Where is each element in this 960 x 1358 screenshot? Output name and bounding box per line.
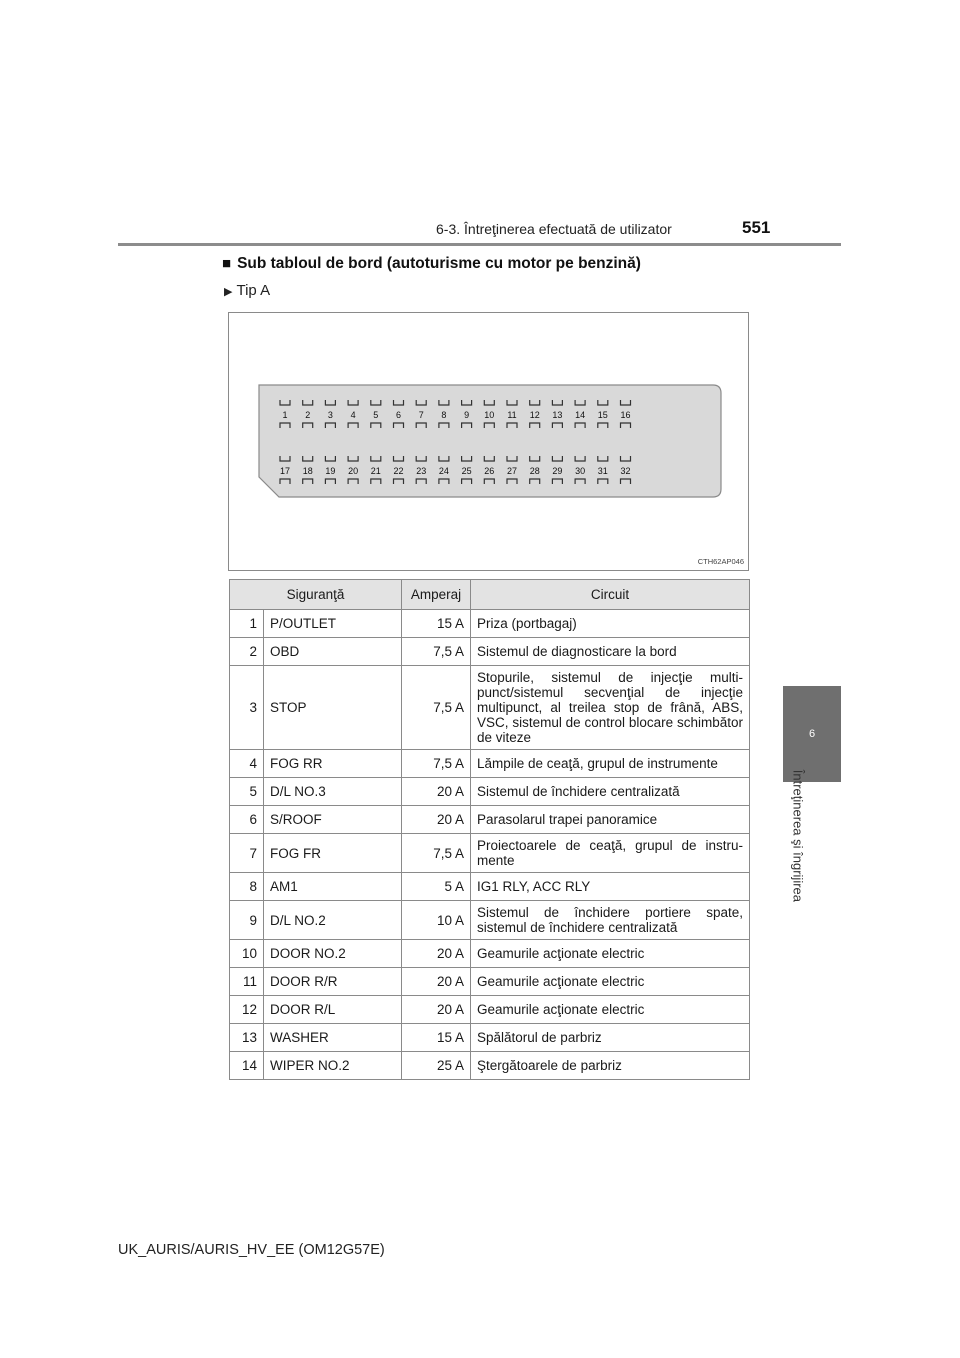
page-number: 551 [742, 218, 771, 237]
fuse-label: 22 [393, 466, 404, 476]
fuse-number: 12 [230, 996, 264, 1024]
fuse-label: 23 [416, 466, 427, 476]
table-row [230, 940, 750, 968]
fuse-table [229, 579, 750, 1080]
fuse-amperage: 7,5 A [402, 834, 471, 873]
fuse-number: 14 [230, 1052, 264, 1080]
fuse-number: 2 [230, 638, 264, 666]
fuse-name: DOOR NO.2 [264, 940, 402, 968]
table-row [230, 666, 750, 750]
fuse-amperage: 15 A [402, 610, 471, 638]
table-row [230, 750, 750, 778]
fuse-label: 8 [441, 410, 447, 420]
fuse-number: 6 [230, 806, 264, 834]
fuse-box-diagram [229, 313, 750, 572]
fuse-name: WASHER [264, 1024, 402, 1052]
fuse-name: FOG RR [264, 750, 402, 778]
fuse-amperage: 10 A [402, 901, 471, 940]
fuse-number: 7 [230, 834, 264, 873]
fuse-number: 13 [230, 1024, 264, 1052]
fuse-label: 14 [575, 410, 586, 420]
fuse-label: 18 [302, 466, 313, 476]
fuse-label: 29 [552, 466, 563, 476]
fuse-amperage: 20 A [402, 940, 471, 968]
fuse-label: 5 [373, 410, 379, 420]
fuse-label: 31 [597, 466, 608, 476]
fuse-circuit: Spălătorul de parbriz [471, 1024, 750, 1052]
triangle-bullet-icon: ▶ [224, 286, 233, 298]
fuse-label: 11 [507, 410, 517, 420]
fuse-name: DOOR R/L [264, 996, 402, 1024]
fuse-label: 25 [461, 466, 472, 476]
running-header-section: 6-3. Întreţinerea efectuată de utilizator [436, 221, 672, 237]
fuse-name: D/L NO.3 [264, 778, 402, 806]
fuse-label: 20 [348, 466, 359, 476]
fuse-amperage: 20 A [402, 778, 471, 806]
fuse-label: 9 [464, 410, 470, 420]
square-bullet-icon: ■ [222, 255, 232, 272]
fuse-label: 28 [529, 466, 540, 476]
fuse-label: 27 [506, 466, 518, 476]
fuse-amperage: 7,5 A [402, 638, 471, 666]
subsection-heading-text: Tip A [236, 282, 271, 299]
figure-code: CTH62AP046 [697, 557, 744, 566]
fuse-circuit: Parasolarul trapei panoramice [471, 806, 750, 834]
fuse-circuit: Proiectoarele de ceaţă, grupul de instru-mente [471, 834, 750, 873]
fuse-number: 4 [230, 750, 264, 778]
fuse-circuit: Geamurile acţionate electric [471, 940, 750, 968]
fuse-number: 8 [230, 873, 264, 901]
fuse-label: 30 [575, 466, 586, 476]
fuse-amperage: 25 A [402, 1052, 471, 1080]
fuse-name: AM1 [264, 873, 402, 901]
header-fuse: Siguranţă [230, 580, 402, 610]
fuse-amperage: 20 A [402, 806, 471, 834]
subsection-heading [224, 282, 270, 299]
fuse-label: 1 [282, 410, 288, 420]
fuse-number: 3 [230, 666, 264, 750]
fuse-number: 5 [230, 778, 264, 806]
fuse-amperage: 7,5 A [402, 666, 471, 750]
fuse-label: 17 [279, 466, 291, 476]
table-row [230, 834, 750, 873]
header-amperage: Amperaj [402, 580, 471, 610]
fuse-number: 9 [230, 901, 264, 940]
fuse-name: OBD [264, 638, 402, 666]
fuse-circuit: Lămpile de ceaţă, grupul de instrumente [471, 750, 750, 778]
fuse-circuit: Ştergătoarele de parbriz [471, 1052, 750, 1080]
fuse-label: 6 [395, 410, 402, 420]
document-footer: UK_AURIS/AURIS_HV_EE (OM12G57E) [118, 1242, 385, 1258]
fuse-label: 26 [484, 466, 495, 476]
fuse-name: DOOR R/R [264, 968, 402, 996]
table-row [230, 806, 750, 834]
fuse-circuit: Geamurile acţionate electric [471, 996, 750, 1024]
table-row [230, 638, 750, 666]
chapter-tab[interactable] [783, 686, 841, 782]
fuse-name: WIPER NO.2 [264, 1052, 402, 1080]
table-row [230, 610, 750, 638]
table-row [230, 873, 750, 901]
fuse-label: 10 [484, 410, 495, 420]
fuse-circuit: Sistemul de diagnosticare la bord [471, 638, 750, 666]
table-row [230, 968, 750, 996]
fuse-name: S/ROOF [264, 806, 402, 834]
fuse-name: P/OUTLET [264, 610, 402, 638]
fuse-amperage: 7,5 A [402, 750, 471, 778]
fuse-label: 4 [350, 410, 356, 420]
fuse-label: 19 [325, 466, 336, 476]
fuse-amperage: 15 A [402, 1024, 471, 1052]
fuse-amperage: 5 A [402, 873, 471, 901]
fuse-amperage: 20 A [402, 968, 471, 996]
fuse-amperage: 20 A [402, 996, 471, 1024]
fuse-name: FOG FR [264, 834, 402, 873]
chapter-label: Întreţinerea şi îngrijirea [790, 769, 806, 902]
fuse-name: STOP [264, 666, 402, 750]
fuse-box-figure [228, 312, 749, 571]
fuse-circuit: Stopurile, sistemul de injecţie multi-punct/sistemul secvenţial de injecţie multipunct, al treilea stop de frână, ABS, VSC, sistemul de control blocare schimbător de viteze [471, 666, 750, 750]
fuse-circuit: Sistemul de închidere centralizată [471, 778, 750, 806]
fuse-number: 10 [230, 940, 264, 968]
header-divider [118, 243, 841, 246]
fuse-label: 12 [529, 410, 540, 420]
fuse-circuit: Geamurile acţionate electric [471, 968, 750, 996]
fuse-label: 13 [552, 410, 563, 420]
section-heading-text: Sub tabloul de bord (autoturisme cu motor pe benzină) [237, 255, 641, 272]
fuse-label: 24 [438, 466, 449, 476]
chapter-number: 6 [808, 728, 816, 740]
fuse-label: 7 [418, 410, 424, 420]
fuse-number: 1 [230, 610, 264, 638]
fuse-label: 32 [620, 466, 631, 476]
fuse-label: 21 [370, 466, 381, 476]
fuse-circuit: IG1 RLY, ACC RLY [471, 873, 750, 901]
section-heading [222, 255, 641, 273]
fuse-label: 15 [597, 410, 608, 420]
fuse-circuit: Priza (portbagaj) [471, 610, 750, 638]
fuse-label: 3 [327, 410, 333, 420]
header-circuit: Circuit [471, 580, 750, 610]
table-row [230, 1052, 750, 1080]
table-row [230, 778, 750, 806]
table-row [230, 1024, 750, 1052]
table-row [230, 901, 750, 940]
fuse-label: 16 [620, 410, 631, 420]
fuse-name: D/L NO.2 [264, 901, 402, 940]
fuse-circuit: Sistemul de închidere portiere spate, sistemul de închidere centralizată [471, 901, 750, 940]
fuse-box-outline [259, 385, 721, 497]
table-row [230, 996, 750, 1024]
fuse-label: 2 [305, 410, 311, 420]
fuse-number: 11 [230, 968, 264, 996]
table-header-row [230, 580, 750, 610]
